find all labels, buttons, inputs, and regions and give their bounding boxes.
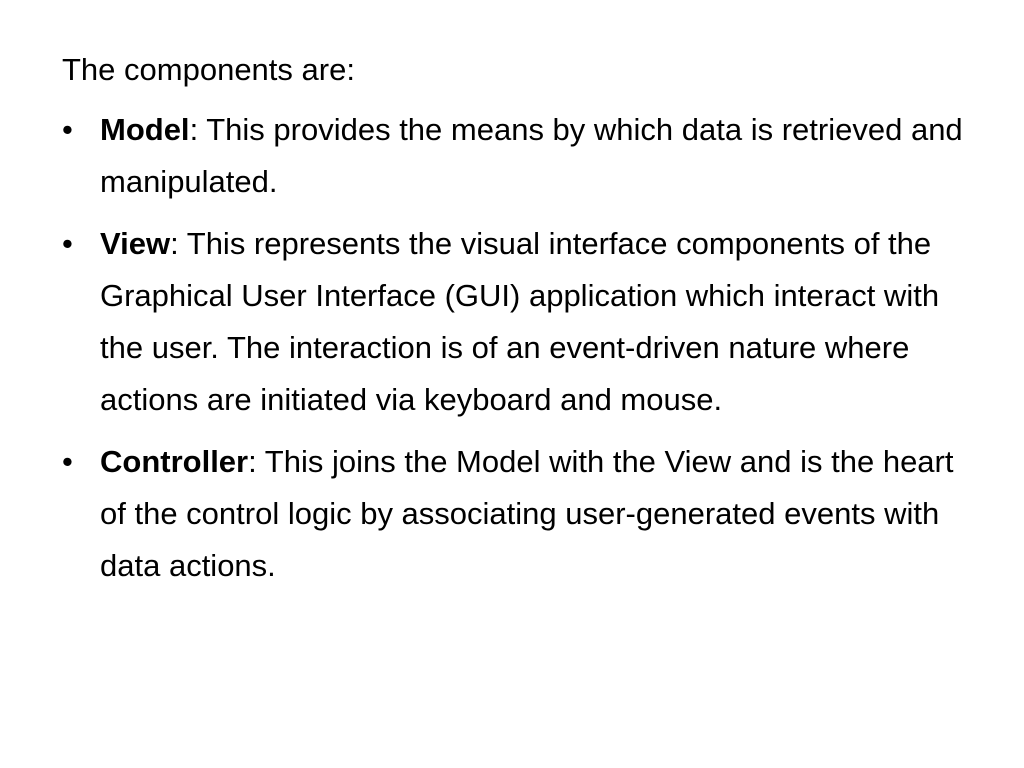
bullet-icon: • <box>62 112 73 147</box>
term-view: View <box>100 226 171 261</box>
bullet-icon: • <box>62 226 73 261</box>
bullet-icon: • <box>62 444 73 479</box>
description-controller: : This joins the Model with the View and is the heart of the control logic by associating user-generated events with data actions. <box>100 444 954 583</box>
list-item-view <box>62 218 968 426</box>
component-list <box>62 104 968 592</box>
term-model: Model <box>100 112 190 147</box>
list-item-controller <box>62 436 968 592</box>
description-model: : This provides the means by which data is retrieved and manipulated. <box>100 112 963 199</box>
intro-text: The components are: <box>62 52 355 87</box>
term-controller: Controller <box>100 444 249 479</box>
list-item-model <box>62 104 968 208</box>
description-view: : This represents the visual interface components of the Graphical User Interface (GUI) application which interact with the user. The interaction is of an event-driven nature where actions are initiated via keyboard and mouse. <box>100 226 940 417</box>
